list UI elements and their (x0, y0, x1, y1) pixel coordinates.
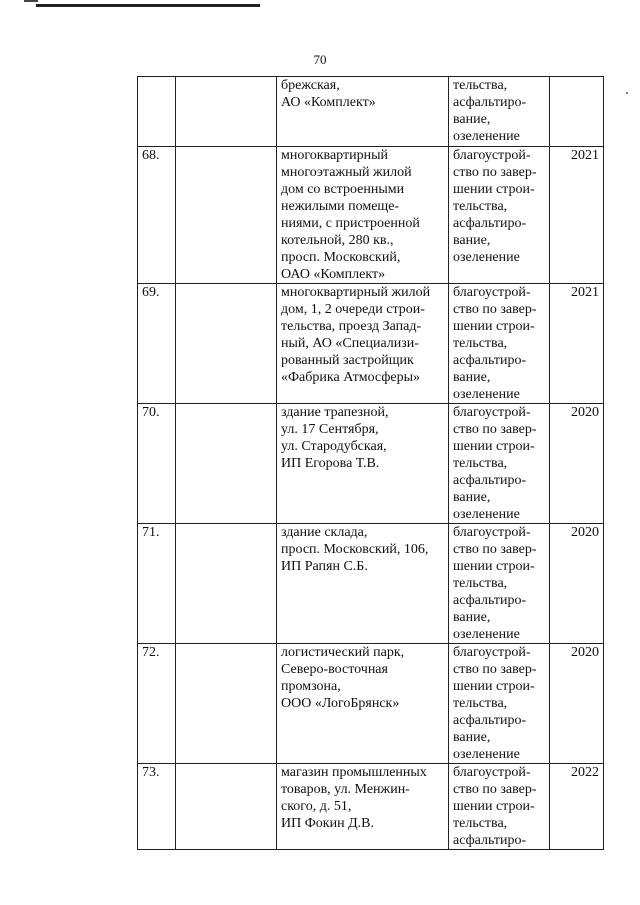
object-description (277, 147, 449, 284)
work-line: озеленение (453, 387, 520, 402)
object-line: нежилыми помеще- (281, 199, 400, 214)
object-line: ИП Рапян С.Б. (281, 559, 368, 574)
object-line: ниями, с пристроенной (281, 216, 420, 231)
object-line: ул. 17 Сентября, (281, 422, 379, 437)
work-line: озеленение (453, 250, 520, 265)
object-line: товаров, ул. Менжин- (281, 782, 410, 797)
work-line: ство по завер- (453, 302, 537, 317)
work-type (449, 147, 550, 284)
work-type (449, 404, 550, 524)
completion-year: 2020 (550, 524, 604, 644)
work-line: вание, (453, 610, 491, 625)
table-row (138, 284, 604, 404)
object-line: многоквартирный (281, 148, 389, 163)
object-line: ИП Фокин Д.В. (281, 816, 374, 831)
work-line: асфальтиро- (453, 833, 527, 848)
object-description (277, 77, 449, 147)
work-line: вание, (453, 112, 491, 127)
object-description (277, 764, 449, 850)
object-line: ИП Егорова Т.В. (281, 456, 380, 471)
completion-year: 2020 (550, 404, 604, 524)
work-line: тельства, (453, 78, 508, 93)
row-number: 73. (138, 764, 176, 850)
object-description (277, 644, 449, 764)
work-line: шении строи- (453, 439, 535, 454)
work-line: шении строи- (453, 182, 535, 197)
blank-cell (176, 524, 277, 644)
blank-cell (176, 284, 277, 404)
object-line: дом, 1, 2 очереди строи- (281, 302, 425, 317)
blank-cell (176, 77, 277, 147)
object-line: просп. Московский, (281, 250, 401, 265)
object-line: ского, д. 51, (281, 799, 352, 814)
object-line: промзона, (281, 679, 341, 694)
work-line: асфальтиро- (453, 713, 527, 728)
work-type (449, 284, 550, 404)
object-description (277, 284, 449, 404)
work-line: шении строи- (453, 799, 535, 814)
work-type (449, 77, 550, 147)
row-number: 68. (138, 147, 176, 284)
blank-cell (176, 147, 277, 284)
object-line: здание трапезной, (281, 405, 389, 420)
top-rule (36, 4, 260, 7)
row-number: 69. (138, 284, 176, 404)
work-line: ство по завер- (453, 662, 537, 677)
blank-cell (176, 404, 277, 524)
object-line: Северо-восточная (281, 662, 388, 677)
row-number: 70. (138, 404, 176, 524)
work-line: благоустрой- (453, 765, 531, 780)
object-line: АО «Комплект» (281, 95, 376, 110)
table-row (138, 77, 604, 147)
top-rule-short (24, 0, 38, 2)
work-line: асфальтиро- (453, 593, 527, 608)
object-line: ный, АО «Специализи- (281, 336, 419, 351)
objects-table (137, 76, 604, 850)
completion-year: 2020 (550, 644, 604, 764)
object-line: рованный застройщик (281, 353, 414, 368)
object-line: ул. Стародубская, (281, 439, 387, 454)
work-line: ство по завер- (453, 165, 537, 180)
work-line: шении строи- (453, 679, 535, 694)
work-line: благоустрой- (453, 645, 531, 660)
work-line: шении строи- (453, 319, 535, 334)
object-line: ОАО «Комплект» (281, 267, 386, 282)
work-line: тельства, (453, 576, 508, 591)
work-line: благоустрой- (453, 405, 531, 420)
work-line: тельства, (453, 199, 508, 214)
work-line: ство по завер- (453, 422, 537, 437)
row-number: 71. (138, 524, 176, 644)
object-line: многоэтажный жилой (281, 165, 412, 180)
completion-year: 2021 (550, 147, 604, 284)
object-line: дом со встроенными (281, 182, 405, 197)
page-number: 70 (313, 52, 327, 67)
work-line: тельства, (453, 456, 508, 471)
row-number: 72. (138, 644, 176, 764)
work-line: асфальтиро- (453, 216, 527, 231)
table-body (138, 77, 604, 850)
work-line: вание, (453, 730, 491, 745)
work-line: благоустрой- (453, 285, 531, 300)
table-row (138, 404, 604, 524)
object-line: здание склада, (281, 525, 368, 540)
work-line: асфальтиро- (453, 95, 527, 110)
object-description (277, 524, 449, 644)
work-line: шении строи- (453, 559, 535, 574)
work-line: ство по завер- (453, 782, 537, 797)
work-line: ство по завер- (453, 542, 537, 557)
scan-mark (626, 92, 628, 94)
work-line: асфальтиро- (453, 353, 527, 368)
work-line: асфальтиро- (453, 473, 527, 488)
object-line: брежская, (281, 78, 340, 93)
work-line: благоустрой- (453, 525, 531, 540)
object-description (277, 404, 449, 524)
row-number (138, 77, 176, 147)
work-line: озеленение (453, 507, 520, 522)
object-line: магазин промышленных (281, 765, 427, 780)
work-line: вание, (453, 490, 491, 505)
work-line: благоустрой- (453, 148, 531, 163)
table-row (138, 644, 604, 764)
completion-year (550, 77, 604, 147)
object-line: тельства, проезд Запад- (281, 319, 422, 334)
work-type (449, 764, 550, 850)
work-line: озеленение (453, 747, 520, 762)
completion-year: 2022 (550, 764, 604, 850)
work-line: тельства, (453, 816, 508, 831)
table-row (138, 764, 604, 850)
object-line: многоквартирный жилой (281, 285, 431, 300)
blank-cell (176, 644, 277, 764)
work-line: вание, (453, 233, 491, 248)
work-line: тельства, (453, 696, 508, 711)
work-line: вание, (453, 370, 491, 385)
blank-cell (176, 764, 277, 850)
object-line: котельной, 280 кв., (281, 233, 394, 248)
completion-year: 2021 (550, 284, 604, 404)
work-line: озеленение (453, 129, 520, 144)
work-line: тельства, (453, 336, 508, 351)
work-line: озеленение (453, 627, 520, 642)
table-row (138, 524, 604, 644)
object-line: логистический парк, (281, 645, 405, 660)
work-type (449, 644, 550, 764)
table-row (138, 147, 604, 284)
work-type (449, 524, 550, 644)
object-line: «Фабрика Атмосферы» (281, 370, 421, 385)
object-line: ООО «ЛогоБрянск» (281, 696, 400, 711)
object-line: просп. Московский, 106, (281, 542, 429, 557)
